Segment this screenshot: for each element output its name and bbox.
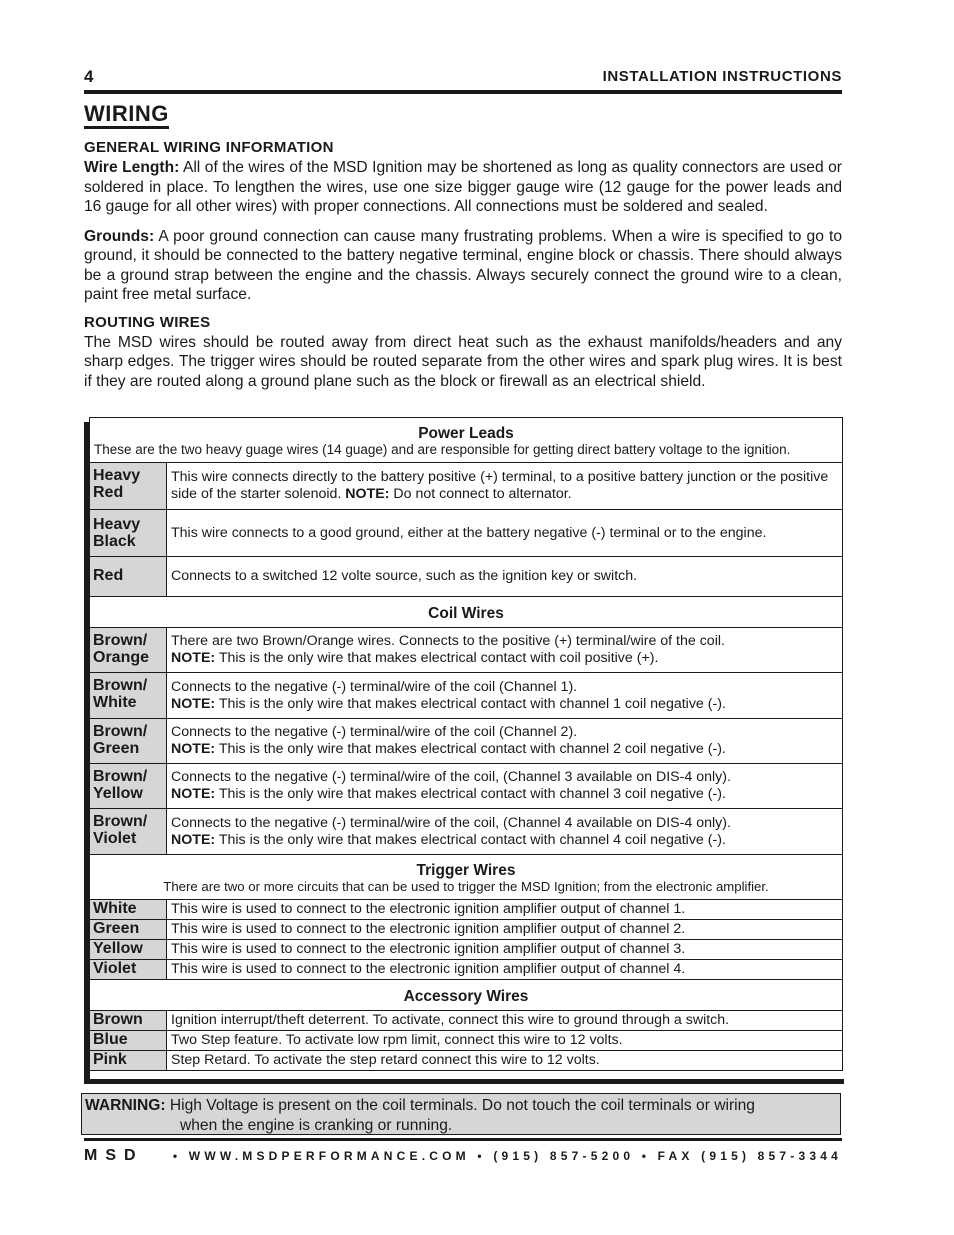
grounds-text: A poor ground connection can cause many frustrating problems. When a wire is specified to go to ground, it should be connected to the battery negative terminal, engine block or chassis. There should always be a ground strap between the engine and the chassis. Always securely connect the ground wire to a clean, paint free metal surface. (84, 227, 842, 303)
trigger-wires-title: Trigger Wires (416, 861, 516, 879)
warning-box (81, 1093, 841, 1135)
table-row (90, 673, 843, 719)
section-header-row (90, 597, 843, 628)
section-header-row (90, 855, 843, 900)
wire-text: There are two Brown/Orange wires. Connects to the positive (+) terminal/wire of the coil. (171, 633, 725, 649)
coil-wires-header: Coil Wires (90, 597, 843, 628)
table-row (90, 920, 843, 940)
note-label: NOTE: (171, 695, 216, 712)
table-row (90, 510, 843, 557)
wire-length-paragraph (84, 158, 842, 217)
table-shadow-bottom (84, 1079, 844, 1084)
table-row (90, 628, 843, 673)
note-label: NOTE: (171, 741, 216, 757)
wire-label: Brown/ White (90, 673, 167, 719)
wire-label: Brown/ Yellow (90, 764, 167, 809)
table-row (90, 764, 843, 809)
wire-description (167, 764, 843, 809)
note-text: This is the only wire that makes electrical contact with channel 4 coil negative (-). (215, 831, 726, 848)
note-text: This is the only wire that makes electrical contact with coil positive (+). (215, 650, 659, 666)
table-row (90, 940, 843, 960)
note-label: NOTE: (171, 786, 216, 802)
wire-description: Step Retard. To activate the step retard connect this wire to 12 volts. (167, 1051, 843, 1071)
wire-label: Green (90, 920, 167, 940)
note-text: This is the only wire that makes electrical contact with channel 2 coil negative (-). (215, 741, 726, 757)
wire-length-label: Wire Length: (84, 159, 180, 176)
wire-label: Blue (90, 1031, 167, 1051)
grounds-paragraph (84, 227, 842, 305)
note-label: NOTE: (345, 486, 390, 502)
wire-description (167, 809, 843, 855)
warning-text-line2: when the engine is cranking or running. (180, 1116, 453, 1134)
note-text: Do not connect to alternator. (389, 486, 572, 502)
table-row (90, 1051, 843, 1071)
wire-label: Red (90, 557, 167, 597)
power-leads-header (90, 418, 843, 463)
wire-text: Connects to the negative (-) terminal/wire of the coil (Channel 1). (171, 678, 578, 695)
note-label: NOTE: (171, 831, 216, 848)
power-leads-title: Power Leads (418, 424, 514, 442)
table-row (90, 900, 843, 920)
warning-label: WARNING: (85, 1097, 166, 1114)
table-row (90, 463, 843, 510)
wire-description: This wire connects to a good ground, either at the battery negative (-) terminal or to the engine. (167, 510, 843, 557)
table-row (90, 1011, 843, 1031)
power-leads-note: These are the two heavy guage wires (14 guage) and are responsible for getting direct battery voltage to the ignition. (94, 441, 791, 457)
footer-contact: • WWW.MSDPERFORMANCE.COM • (915) 857-5200 • FAX (915) 857-3344 (172, 1149, 842, 1163)
table-row (90, 809, 843, 855)
wire-length-text: All of the wires of the MSD Ignition may be shortened as long as quality connectors are used or soldered in place. To lengthen the wires, use one size bigger gauge wire (12 gauge for the power leads and 16 gauge for all other wires) with proper connections. All connections must be soldered and sealed. (84, 159, 842, 215)
table-row (90, 960, 843, 980)
wire-table-wrapper (84, 417, 844, 1084)
wire-label: White (90, 900, 167, 920)
wire-description (167, 673, 843, 719)
page-header (84, 64, 842, 94)
wire-text: Connects to the negative (-) terminal/wire of the coil, (Channel 4 available on DIS-4 only). (171, 814, 731, 831)
wire-description (167, 463, 843, 510)
wire-description: This wire is used to connect to the electronic ignition amplifier output of channel 3. (167, 940, 843, 960)
brand-logo: MSD (84, 1147, 144, 1164)
routing-heading: ROUTING WIRES (84, 313, 211, 331)
wire-label: Yellow (90, 940, 167, 960)
wire-label: Heavy Black (90, 510, 167, 557)
wire-text: Connects to the negative (-) terminal/wire of the coil (Channel 2). (171, 724, 578, 740)
wire-description: This wire is used to connect to the electronic ignition amplifier output of channel 1. (167, 900, 843, 920)
note-text: This is the only wire that makes electrical contact with channel 1 coil negative (-). (215, 695, 726, 712)
routing-paragraph: The MSD wires should be routed away from direct heat such as the exhaust manifolds/headers and any sharp edges. The trigger wires should be routed separate from the other wires and spark plug wires. It is best if they are routed along a ground plane such as the block or firewall as an electrical shield. (84, 333, 842, 390)
wire-text: Connects to the negative (-) terminal/wire of the coil, (Channel 3 available on DIS-4 only). (171, 769, 731, 785)
wire-description: This wire is used to connect to the electronic ignition amplifier output of channel 2. (167, 920, 843, 940)
general-heading: GENERAL WIRING INFORMATION (84, 139, 334, 156)
table-row (90, 1031, 843, 1051)
page-number: 4 (84, 67, 94, 86)
wire-description (167, 628, 843, 673)
wire-description (167, 719, 843, 764)
section-header-row (90, 418, 843, 463)
wire-label: Violet (90, 960, 167, 980)
trigger-wires-header (90, 855, 843, 900)
table-row (90, 557, 843, 597)
warning-text-line1: High Voltage is present on the coil terminals. Do not touch the coil terminals or wiring (165, 1097, 755, 1114)
trigger-wires-note: There are two or more circuits that can be used to trigger the MSD Ignition; from the electronic amplifier. (163, 878, 769, 894)
wire-text: This wire connects directly to the battery positive (+) terminal, to a positive battery junction or the positive side of the starter solenoid. (171, 469, 829, 502)
wire-label: Pink (90, 1051, 167, 1071)
wire-table (89, 417, 843, 1071)
note-text: This is the only wire that makes electrical contact with channel 3 coil negative (-). (215, 786, 726, 802)
note-label: NOTE: (171, 650, 216, 666)
wire-description: This wire is used to connect to the electronic ignition amplifier output of channel 4. (167, 960, 843, 980)
wire-label: Brown/ Orange (90, 628, 167, 673)
grounds-label: Grounds: (84, 227, 155, 245)
wire-label: Brown/ Green (90, 719, 167, 764)
page-body (84, 64, 842, 391)
wire-description: Ignition interrupt/theft deterrent. To activate, connect this wire to ground through a switch. (167, 1011, 843, 1031)
accessory-wires-header: Accessory Wires (90, 980, 843, 1011)
wire-description: Two Step feature. To activate low rpm limit, connect this wire to 12 volts. (167, 1031, 843, 1051)
wire-description: Connects to a switched 12 volte source, such as the ignition key or switch. (167, 557, 843, 597)
section-title: WIRING (84, 102, 169, 129)
wire-label: Brown/ Violet (90, 809, 167, 855)
wire-label: Heavy Red (90, 463, 167, 510)
page-footer (84, 1138, 842, 1171)
wire-label: Brown (90, 1011, 167, 1031)
section-header-row (90, 980, 843, 1011)
header-title: INSTALLATION INSTRUCTIONS (602, 68, 842, 85)
table-row (90, 719, 843, 764)
